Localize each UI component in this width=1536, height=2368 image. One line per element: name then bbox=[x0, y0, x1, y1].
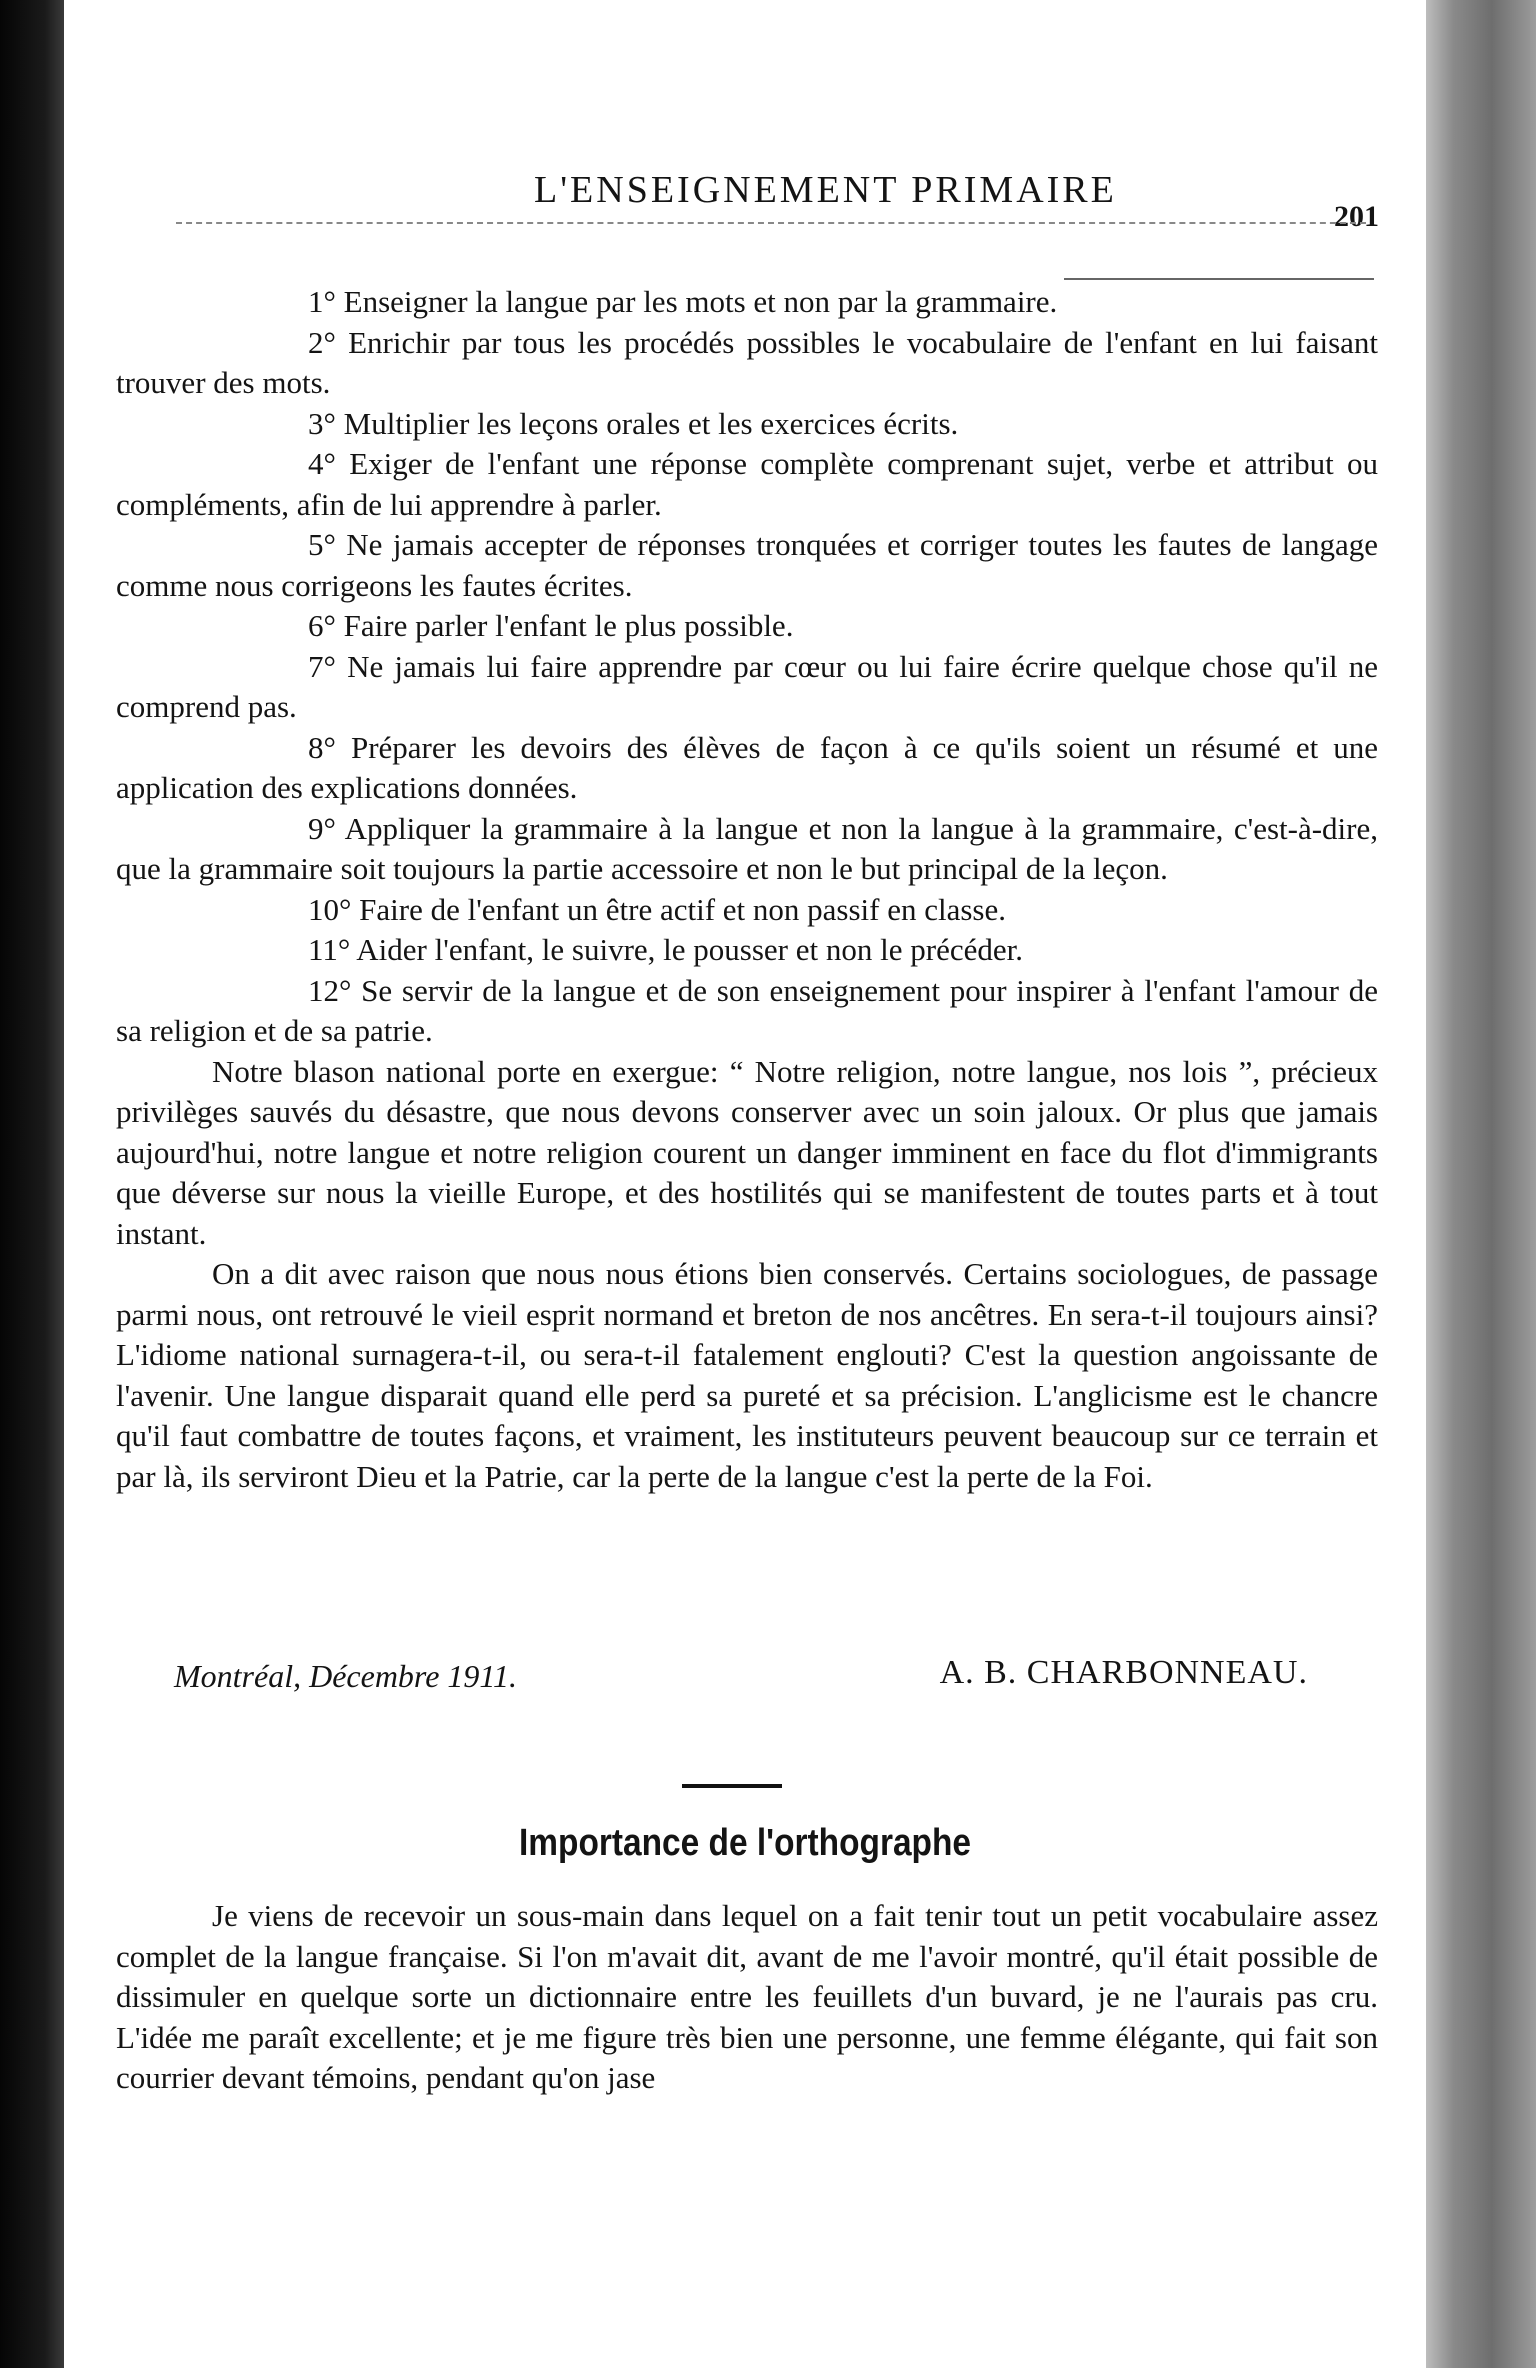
item-text: Ne jamais lui faire apprendre par cœur ou lui faire écrire quelque chose qu'il ne comprend pas. bbox=[116, 648, 1379, 724]
section-divider bbox=[682, 1784, 782, 1788]
signature-line bbox=[116, 1652, 1378, 1700]
item-number: 9° bbox=[308, 810, 336, 846]
dateline: Montréal, Décembre 1911. bbox=[174, 1658, 518, 1694]
item-text: Enrichir par tous les procédés possibles le vocabulaire de l'enfant en lui faisant trouver des mots. bbox=[116, 324, 1379, 400]
item-number: 7° bbox=[308, 648, 336, 684]
item-text: Enseigner la langue par les mots et non par la grammaire. bbox=[343, 284, 1058, 319]
header-rule-right bbox=[1064, 278, 1374, 280]
scan-border-right bbox=[1426, 0, 1536, 2368]
item-text: Faire parler l'enfant le plus possible. bbox=[343, 608, 794, 643]
item-text: Ne jamais accepter de réponses tronquées et corriger toutes les fautes de langage comme nous corrigeons les fautes écrites. bbox=[116, 527, 1378, 603]
item-text: Exiger de l'enfant une réponse complète comprenant sujet, verbe et attribut ou compléments, afin de lui apprendre à parler. bbox=[116, 446, 1379, 522]
list-item bbox=[116, 930, 1378, 971]
item-text: Appliquer la grammaire à la langue et non la langue à la grammaire, c'est-à-dire, que la grammaire soit toujours la partie accessoire et non le but principal de la leçon. bbox=[116, 810, 1378, 886]
page-number: 201 bbox=[1334, 200, 1379, 233]
list-item bbox=[116, 404, 1378, 445]
list-item bbox=[116, 323, 1378, 404]
document-page bbox=[64, 0, 1426, 2368]
list-item bbox=[116, 606, 1378, 647]
item-number: 6° bbox=[308, 608, 336, 643]
author-name: A. B. CHARBONNEAU. bbox=[939, 1654, 1308, 1691]
item-text: Faire de l'enfant un être actif et non passif en classe. bbox=[359, 891, 1007, 927]
list-item bbox=[116, 890, 1378, 931]
item-number: 4° bbox=[308, 446, 336, 481]
list-item bbox=[116, 647, 1378, 728]
item-text: Multiplier les leçons orales et les exercices écrits. bbox=[343, 405, 959, 441]
list-item bbox=[116, 444, 1378, 525]
item-number: 12° bbox=[308, 972, 352, 1008]
scan-border-left bbox=[0, 0, 64, 2368]
list-item bbox=[116, 282, 1378, 323]
item-number: 8° bbox=[308, 729, 336, 765]
paragraph: On a dit avec raison que nous nous étions bien conservés. Certains sociologues, de passage parmi nous, ont retrouvé le vieil esprit normand et breton de nos ancêtres. En sera-t-il toujours ainsi? L'idiome national surnagera-t-il, ou sera-t-il fatalement englouti? C'est la question angoissante de l'avenir. Une langue disparait quand elle perd sa pureté et sa précision. L'anglicisme est le chancre qu'il faut combattre de toutes façons, et vraiment, les instituteurs peuvent beaucoup sur ce terrain et par là, ils serviront Dieu et la Patrie, car la perte de la langue c'est la perte de la Foi. bbox=[116, 1256, 1378, 1494]
paragraph: Je viens de recevoir un sous-main dans lequel on a fait tenir tout un petit vocabulaire assez complet de la langue française. Si l'on m'avait dit, avant de me l'avoir montré, qu'il était possible de dissimuler en quelque sorte un dictionnaire entre les feuillets d'un buvard, je ne l'aurais pas cru. L'idée me paraît excellente; et je me figure très bien une personne, une femme élégante, qui fait son courrier devant témoins, pendant qu'on jase bbox=[116, 1898, 1378, 2095]
item-text: Préparer les devoirs des élèves de façon à ce qu'ils soient un résumé et une application des explications données. bbox=[116, 729, 1378, 805]
item-number: 5° bbox=[308, 527, 336, 562]
item-number: 1° bbox=[308, 284, 336, 319]
list-item bbox=[116, 728, 1378, 809]
section-body bbox=[116, 1896, 1378, 2099]
item-number: 3° bbox=[308, 405, 336, 441]
header-rule bbox=[176, 222, 1366, 224]
list-item bbox=[116, 809, 1378, 890]
list-item bbox=[116, 525, 1378, 606]
item-number: 2° bbox=[308, 324, 336, 360]
section-title: Importance de l'orthographe bbox=[518, 1822, 972, 1864]
item-number: 11° bbox=[308, 932, 351, 967]
article-body bbox=[116, 282, 1378, 1497]
paragraph: Notre blason national porte en exergue: “ Notre religion, notre langue, nos lois ”, précieux privilèges sauvés du désastre, que nous devons conserver avec un soin jaloux. Or plus que jamais aujourd'hui, notre langue et notre religion courent un danger imminent en face du flot d'immigrants que déverse sur nous la vieille Europe, et des hostilités qui se manifestent de toutes parts et à tout instant. bbox=[116, 1053, 1378, 1251]
running-title: L'ENSEIGNEMENT PRIMAIRE bbox=[534, 169, 1117, 211]
item-number: 10° bbox=[308, 891, 352, 927]
list-item bbox=[116, 971, 1378, 1052]
item-text: Se servir de la langue et de son enseignement pour inspirer à l'enfant l'amour de sa religion et de sa patrie. bbox=[116, 972, 1378, 1048]
item-text: Aider l'enfant, le suivre, le pousser et non le précéder. bbox=[356, 932, 1023, 967]
